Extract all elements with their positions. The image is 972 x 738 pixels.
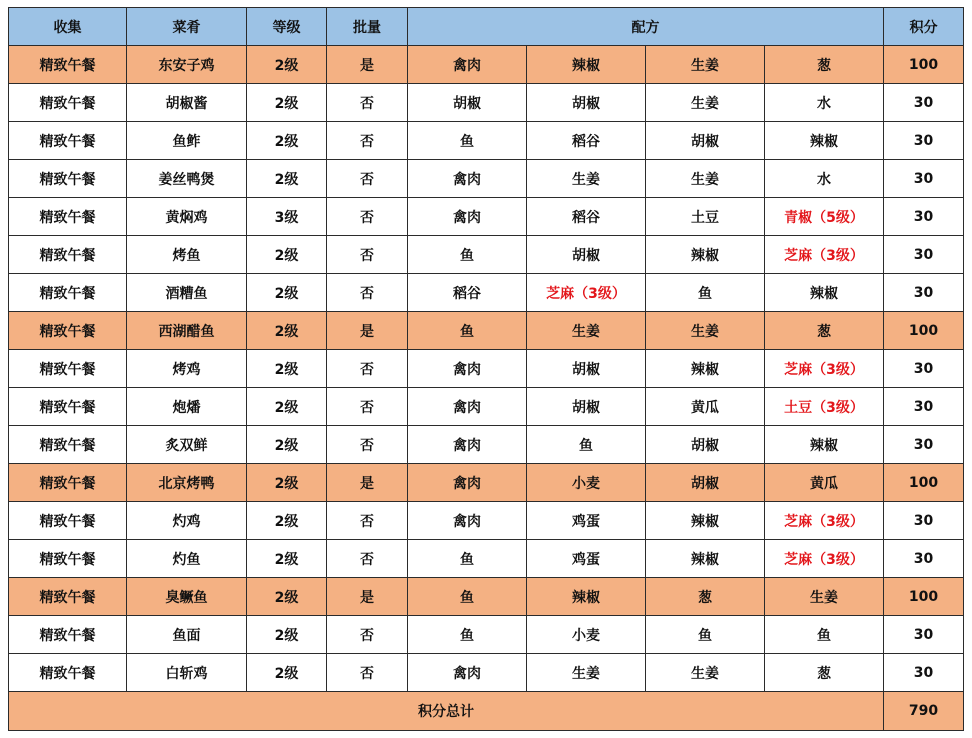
cell-collect: 精致午餐 — [9, 350, 127, 388]
total-row — [9, 692, 964, 731]
cell-ingredient-2: 稻谷 — [527, 122, 646, 160]
table-body — [9, 46, 964, 692]
cell-ingredient-4: 水 — [765, 160, 884, 198]
table-row — [9, 274, 964, 312]
cell-ingredient-1: 禽肉 — [408, 350, 527, 388]
cell-batch: 否 — [327, 236, 408, 274]
table-row — [9, 84, 964, 122]
cell-dish: 鱼鲊 — [127, 122, 247, 160]
cell-score: 30 — [884, 160, 964, 198]
cell-ingredient-1: 禽肉 — [408, 426, 527, 464]
cell-ingredient-3: 生姜 — [646, 312, 765, 350]
cell-ingredient-2: 生姜 — [527, 160, 646, 198]
cell-level: 2级 — [247, 236, 327, 274]
cell-ingredient-4: 葱 — [765, 46, 884, 84]
cell-ingredient-4: 芝麻（3级） — [765, 236, 884, 274]
table-row — [9, 616, 964, 654]
cell-ingredient-3: 胡椒 — [646, 464, 765, 502]
cell-dish: 臭鳜鱼 — [127, 578, 247, 616]
cell-collect: 精致午餐 — [9, 236, 127, 274]
cell-batch: 否 — [327, 654, 408, 692]
cell-score: 100 — [884, 312, 964, 350]
cell-ingredient-2: 胡椒 — [527, 84, 646, 122]
header-collect: 收集 — [9, 8, 127, 46]
cell-ingredient-2: 芝麻（3级） — [527, 274, 646, 312]
cell-batch: 否 — [327, 502, 408, 540]
cell-dish: 灼鸡 — [127, 502, 247, 540]
cell-level: 2级 — [247, 616, 327, 654]
cell-collect: 精致午餐 — [9, 312, 127, 350]
cell-level: 2级 — [247, 426, 327, 464]
cell-collect: 精致午餐 — [9, 274, 127, 312]
cell-ingredient-3: 黄瓜 — [646, 388, 765, 426]
cell-score: 30 — [884, 654, 964, 692]
cell-ingredient-2: 胡椒 — [527, 388, 646, 426]
table-row — [9, 198, 964, 236]
cell-score: 30 — [884, 388, 964, 426]
cell-ingredient-2: 鱼 — [527, 426, 646, 464]
cell-level: 2级 — [247, 654, 327, 692]
cell-ingredient-4: 水 — [765, 84, 884, 122]
header-score: 积分 — [884, 8, 964, 46]
cell-dish: 北京烤鸭 — [127, 464, 247, 502]
cell-ingredient-3: 鱼 — [646, 616, 765, 654]
cell-ingredient-3: 生姜 — [646, 84, 765, 122]
cell-score: 30 — [884, 84, 964, 122]
cell-score: 100 — [884, 464, 964, 502]
cell-ingredient-1: 禽肉 — [408, 654, 527, 692]
cell-ingredient-3: 胡椒 — [646, 426, 765, 464]
cell-dish: 胡椒酱 — [127, 84, 247, 122]
cell-batch: 否 — [327, 84, 408, 122]
cell-dish: 炙双鲜 — [127, 426, 247, 464]
table-row — [9, 160, 964, 198]
cell-ingredient-1: 禽肉 — [408, 388, 527, 426]
cell-ingredient-4: 辣椒 — [765, 426, 884, 464]
cell-level: 2级 — [247, 464, 327, 502]
cell-ingredient-3: 胡椒 — [646, 122, 765, 160]
cell-level: 2级 — [247, 122, 327, 160]
cell-ingredient-4: 鱼 — [765, 616, 884, 654]
cell-dish: 黄焖鸡 — [127, 198, 247, 236]
cell-ingredient-2: 胡椒 — [527, 350, 646, 388]
cell-dish: 西湖醋鱼 — [127, 312, 247, 350]
cell-ingredient-4: 葱 — [765, 654, 884, 692]
cell-batch: 是 — [327, 578, 408, 616]
cell-collect: 精致午餐 — [9, 616, 127, 654]
cell-ingredient-4: 黄瓜 — [765, 464, 884, 502]
cell-ingredient-2: 小麦 — [527, 464, 646, 502]
table-footer — [9, 692, 964, 731]
cell-score: 30 — [884, 350, 964, 388]
cell-batch: 否 — [327, 616, 408, 654]
cell-ingredient-1: 鱼 — [408, 616, 527, 654]
cell-level: 2级 — [247, 312, 327, 350]
cell-ingredient-1: 禽肉 — [408, 464, 527, 502]
cell-ingredient-4: 芝麻（3级） — [765, 350, 884, 388]
cell-level: 2级 — [247, 540, 327, 578]
cell-ingredient-1: 胡椒 — [408, 84, 527, 122]
cell-ingredient-3: 鱼 — [646, 274, 765, 312]
table-row — [9, 502, 964, 540]
cell-batch: 否 — [327, 388, 408, 426]
cell-batch: 否 — [327, 540, 408, 578]
cell-ingredient-1: 鱼 — [408, 578, 527, 616]
cell-ingredient-3: 辣椒 — [646, 350, 765, 388]
cell-ingredient-4: 生姜 — [765, 578, 884, 616]
cell-score: 100 — [884, 578, 964, 616]
cell-score: 30 — [884, 198, 964, 236]
cell-dish: 鱼面 — [127, 616, 247, 654]
cell-ingredient-3: 生姜 — [646, 46, 765, 84]
cell-batch: 否 — [327, 122, 408, 160]
cell-ingredient-4: 土豆（3级） — [765, 388, 884, 426]
cell-ingredient-1: 鱼 — [408, 540, 527, 578]
cell-batch: 否 — [327, 274, 408, 312]
cell-ingredient-2: 生姜 — [527, 654, 646, 692]
cell-score: 30 — [884, 540, 964, 578]
cell-score: 30 — [884, 274, 964, 312]
table-row — [9, 426, 964, 464]
cell-ingredient-1: 禽肉 — [408, 46, 527, 84]
cell-ingredient-2: 稻谷 — [527, 198, 646, 236]
cell-ingredient-4: 青椒（5级） — [765, 198, 884, 236]
cell-ingredient-4: 葱 — [765, 312, 884, 350]
cell-dish: 白斩鸡 — [127, 654, 247, 692]
table-header — [9, 8, 964, 46]
cell-ingredient-3: 生姜 — [646, 160, 765, 198]
cell-level: 3级 — [247, 198, 327, 236]
cell-level: 2级 — [247, 84, 327, 122]
cell-dish: 酒糟鱼 — [127, 274, 247, 312]
total-score: 790 — [884, 692, 964, 731]
cell-batch: 否 — [327, 160, 408, 198]
table-row — [9, 464, 964, 502]
cell-ingredient-1: 禽肉 — [408, 502, 527, 540]
cell-ingredient-1: 禽肉 — [408, 160, 527, 198]
cell-ingredient-2: 鸡蛋 — [527, 502, 646, 540]
cell-score: 30 — [884, 236, 964, 274]
table-row — [9, 540, 964, 578]
table-row — [9, 578, 964, 616]
cell-level: 2级 — [247, 350, 327, 388]
cell-ingredient-2: 胡椒 — [527, 236, 646, 274]
cell-dish: 东安子鸡 — [127, 46, 247, 84]
cell-collect: 精致午餐 — [9, 578, 127, 616]
header-row — [9, 8, 964, 46]
cell-level: 2级 — [247, 502, 327, 540]
cell-level: 2级 — [247, 46, 327, 84]
header-dish: 菜肴 — [127, 8, 247, 46]
cell-ingredient-3: 辣椒 — [646, 540, 765, 578]
table-row — [9, 46, 964, 84]
cell-ingredient-2: 辣椒 — [527, 578, 646, 616]
cell-batch: 否 — [327, 198, 408, 236]
cell-score: 30 — [884, 616, 964, 654]
cell-dish: 烤鸡 — [127, 350, 247, 388]
cell-ingredient-2: 小麦 — [527, 616, 646, 654]
cell-ingredient-3: 葱 — [646, 578, 765, 616]
cell-score: 30 — [884, 502, 964, 540]
cell-batch: 是 — [327, 312, 408, 350]
cell-ingredient-3: 辣椒 — [646, 502, 765, 540]
cell-ingredient-4: 辣椒 — [765, 274, 884, 312]
cell-ingredient-1: 禽肉 — [408, 198, 527, 236]
table-row — [9, 654, 964, 692]
cell-ingredient-1: 稻谷 — [408, 274, 527, 312]
cell-score: 100 — [884, 46, 964, 84]
cell-level: 2级 — [247, 578, 327, 616]
cell-ingredient-3: 辣椒 — [646, 236, 765, 274]
cell-collect: 精致午餐 — [9, 502, 127, 540]
cell-ingredient-1: 鱼 — [408, 236, 527, 274]
header-recipe: 配方 — [408, 8, 884, 46]
cell-ingredient-4: 芝麻（3级） — [765, 502, 884, 540]
cell-score: 30 — [884, 426, 964, 464]
cell-dish: 灼鱼 — [127, 540, 247, 578]
table-row — [9, 312, 964, 350]
cell-collect: 精致午餐 — [9, 426, 127, 464]
cell-collect: 精致午餐 — [9, 122, 127, 160]
cell-ingredient-2: 辣椒 — [527, 46, 646, 84]
cell-collect: 精致午餐 — [9, 540, 127, 578]
cell-level: 2级 — [247, 274, 327, 312]
table-row — [9, 350, 964, 388]
cell-batch: 是 — [327, 46, 408, 84]
cell-collect: 精致午餐 — [9, 46, 127, 84]
cell-batch: 否 — [327, 350, 408, 388]
total-label: 积分总计 — [9, 692, 884, 731]
recipe-table — [8, 7, 964, 731]
cell-level: 2级 — [247, 160, 327, 198]
cell-ingredient-3: 土豆 — [646, 198, 765, 236]
cell-dish: 炮燔 — [127, 388, 247, 426]
cell-ingredient-1: 鱼 — [408, 122, 527, 160]
cell-collect: 精致午餐 — [9, 84, 127, 122]
cell-ingredient-4: 辣椒 — [765, 122, 884, 160]
table-row — [9, 388, 964, 426]
cell-level: 2级 — [247, 388, 327, 426]
cell-collect: 精致午餐 — [9, 464, 127, 502]
header-batch: 批量 — [327, 8, 408, 46]
cell-ingredient-3: 生姜 — [646, 654, 765, 692]
cell-collect: 精致午餐 — [9, 654, 127, 692]
cell-score: 30 — [884, 122, 964, 160]
cell-ingredient-4: 芝麻（3级） — [765, 540, 884, 578]
cell-dish: 姜丝鸭煲 — [127, 160, 247, 198]
header-level: 等级 — [247, 8, 327, 46]
cell-ingredient-2: 生姜 — [527, 312, 646, 350]
cell-batch: 否 — [327, 426, 408, 464]
cell-ingredient-1: 鱼 — [408, 312, 527, 350]
cell-collect: 精致午餐 — [9, 388, 127, 426]
cell-collect: 精致午餐 — [9, 198, 127, 236]
table-row — [9, 236, 964, 274]
cell-ingredient-2: 鸡蛋 — [527, 540, 646, 578]
cell-batch: 是 — [327, 464, 408, 502]
recipe-table-container — [8, 7, 964, 731]
cell-collect: 精致午餐 — [9, 160, 127, 198]
table-row — [9, 122, 964, 160]
cell-dish: 烤鱼 — [127, 236, 247, 274]
